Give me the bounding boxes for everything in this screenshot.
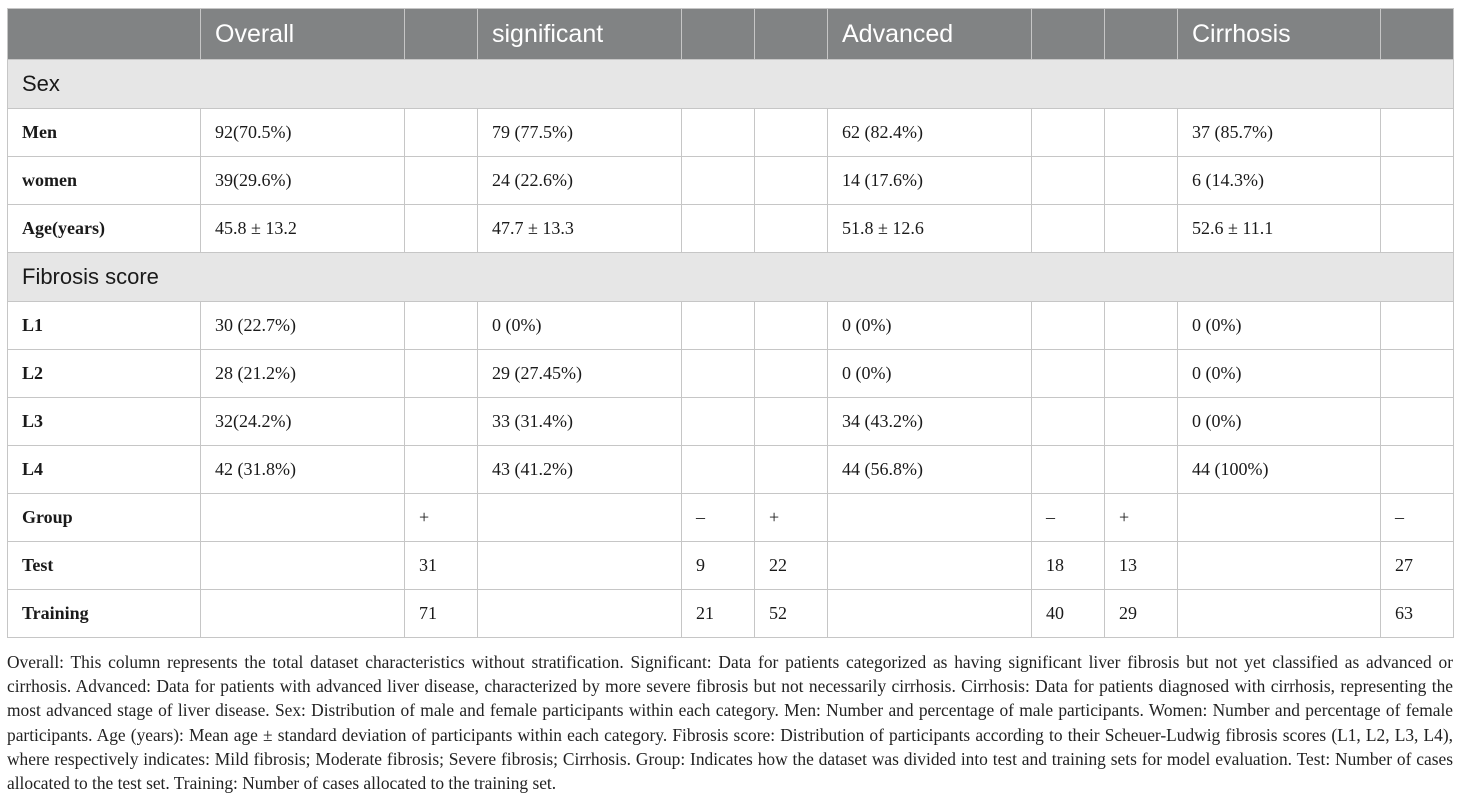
- header-cell: [1381, 9, 1454, 60]
- header-cell: [1032, 9, 1105, 60]
- table-cell: [755, 205, 828, 253]
- table-cell: [1032, 109, 1105, 157]
- header-cell-overall: Overall: [201, 9, 405, 60]
- table-cell: 34 (43.2%): [828, 398, 1032, 446]
- header-cell: [682, 9, 755, 60]
- header-cell-significant: significant: [478, 9, 682, 60]
- table-cell: 47.7 ± 13.3: [478, 205, 682, 253]
- table-cell: 51.8 ± 12.6: [828, 205, 1032, 253]
- table-row: [8, 302, 1454, 350]
- row-label: L3: [8, 398, 201, 446]
- table-cell: [755, 302, 828, 350]
- table-cell: [1381, 446, 1454, 494]
- table-cell: [478, 590, 682, 638]
- table-container: [7, 8, 1453, 638]
- characteristics-table: [7, 8, 1454, 638]
- table-cell: [405, 398, 478, 446]
- row-label: Men: [8, 109, 201, 157]
- row-label: Age(years): [8, 205, 201, 253]
- table-cell: 28 (21.2%): [201, 350, 405, 398]
- table-cell: 30 (22.7%): [201, 302, 405, 350]
- header-cell-advanced: Advanced: [828, 9, 1032, 60]
- header-cell: [405, 9, 478, 60]
- row-label: L1: [8, 302, 201, 350]
- table-cell: 31: [405, 542, 478, 590]
- table-cell: [1105, 157, 1178, 205]
- row-label: Training: [8, 590, 201, 638]
- table-cell: –: [1032, 494, 1105, 542]
- table-row: [8, 157, 1454, 205]
- table-cell: [755, 446, 828, 494]
- table-cell: [1032, 302, 1105, 350]
- table-cell: [201, 542, 405, 590]
- table-cell: [201, 494, 405, 542]
- table-cell: [1032, 157, 1105, 205]
- table-cell: 32(24.2%): [201, 398, 405, 446]
- table-cell: [682, 350, 755, 398]
- table-cell: [1381, 205, 1454, 253]
- header-cell: [8, 9, 201, 60]
- table-cell: 44 (56.8%): [828, 446, 1032, 494]
- table-cell: 33 (31.4%): [478, 398, 682, 446]
- table-cell: [682, 398, 755, 446]
- header-row: [8, 9, 1454, 60]
- table-row: [8, 205, 1454, 253]
- table-cell: [1381, 109, 1454, 157]
- table-cell: [828, 590, 1032, 638]
- table-cell: 39(29.6%): [201, 157, 405, 205]
- table-cell: 22: [755, 542, 828, 590]
- table-cell: 27: [1381, 542, 1454, 590]
- table-cell: 29: [1105, 590, 1178, 638]
- table-cell: +: [1105, 494, 1178, 542]
- table-footnote: Overall: This column represents the total dataset characteristics without stratification. Significant: Data for patients categorized as having significant liver fibrosis but not yet classified as advanced or cirrhosis. Advanced: Data for patients with advanced liver disease, characterized by more severe fibrosis but not necessarily cirrhosis. Cirrhosis: Data for patients diagnosed with cirrhosis, representing the most advanced stage of liver disease. Sex: Distribution of male and female participants within each category. Men: Number and percentage of male participants. Women: Number and percentage of female participants. Age (years): Mean age ± standard deviation of participants within each category. Fibrosis score: Distribution of participants according to their Scheuer-Ludwig fibrosis scores (L1, L2, L3, L4), where respectively indicates: Mild fibrosis; Moderate fibrosis; Severe fibrosis; Cirrhosis. Group: Indicates how the dataset was divided into test and training sets for model evaluation. Test: Number of cases allocated to the test set. Training: Number of cases allocated to the training set.: [7, 652, 1453, 794]
- header-cell-cirrhosis: Cirrhosis: [1178, 9, 1381, 60]
- table-cell: [201, 590, 405, 638]
- table-cell: 0 (0%): [828, 302, 1032, 350]
- section-row: [8, 60, 1454, 109]
- table-cell: [1381, 398, 1454, 446]
- table-cell: 43 (41.2%): [478, 446, 682, 494]
- table-row: [8, 542, 1454, 590]
- table-cell: [682, 302, 755, 350]
- table-row: [8, 350, 1454, 398]
- table-cell: 71: [405, 590, 478, 638]
- table-row: [8, 398, 1454, 446]
- table-cell: 44 (100%): [1178, 446, 1381, 494]
- table-cell: [755, 109, 828, 157]
- table-cell: [1105, 302, 1178, 350]
- table-cell: 63: [1381, 590, 1454, 638]
- header-cell: [1105, 9, 1178, 60]
- table-cell: 92(70.5%): [201, 109, 405, 157]
- table-cell: 0 (0%): [478, 302, 682, 350]
- table-cell: [828, 542, 1032, 590]
- table-cell: [405, 446, 478, 494]
- table-cell: [405, 350, 478, 398]
- table-row: [8, 494, 1454, 542]
- row-label: L4: [8, 446, 201, 494]
- table-cell: +: [405, 494, 478, 542]
- table-cell: [405, 205, 478, 253]
- table-cell: 0 (0%): [1178, 350, 1381, 398]
- table-cell: 29 (27.45%): [478, 350, 682, 398]
- table-cell: 52: [755, 590, 828, 638]
- table-cell: [1105, 446, 1178, 494]
- table-cell: [1032, 446, 1105, 494]
- row-label: Group: [8, 494, 201, 542]
- table-cell: [682, 446, 755, 494]
- table-cell: [405, 109, 478, 157]
- table-cell: 0 (0%): [828, 350, 1032, 398]
- table-cell: 6 (14.3%): [1178, 157, 1381, 205]
- table-cell: +: [755, 494, 828, 542]
- section-title: Sex: [8, 60, 1454, 109]
- section-title: Fibrosis score: [8, 253, 1454, 302]
- table-cell: [1178, 590, 1381, 638]
- table-row: [8, 446, 1454, 494]
- table-cell: [1032, 398, 1105, 446]
- table-cell: 79 (77.5%): [478, 109, 682, 157]
- table-cell: 9: [682, 542, 755, 590]
- table-cell: 0 (0%): [1178, 302, 1381, 350]
- row-label: L2: [8, 350, 201, 398]
- table-cell: 40: [1032, 590, 1105, 638]
- table-cell: 24 (22.6%): [478, 157, 682, 205]
- table-row: [8, 590, 1454, 638]
- table-cell: [682, 205, 755, 253]
- table-cell: –: [1381, 494, 1454, 542]
- section-row: [8, 253, 1454, 302]
- table-cell: [1105, 109, 1178, 157]
- table-cell: [1032, 350, 1105, 398]
- table-cell: 21: [682, 590, 755, 638]
- row-label: Test: [8, 542, 201, 590]
- table-cell: 14 (17.6%): [828, 157, 1032, 205]
- table-cell: –: [682, 494, 755, 542]
- table-cell: 42 (31.8%): [201, 446, 405, 494]
- table-cell: [1381, 157, 1454, 205]
- table-cell: 45.8 ± 13.2: [201, 205, 405, 253]
- table-cell: [682, 157, 755, 205]
- table-cell: [828, 494, 1032, 542]
- row-label: women: [8, 157, 201, 205]
- header-cell: [755, 9, 828, 60]
- table-cell: 37 (85.7%): [1178, 109, 1381, 157]
- table-cell: [755, 398, 828, 446]
- table-cell: [405, 302, 478, 350]
- table-cell: 0 (0%): [1178, 398, 1381, 446]
- table-cell: [1178, 542, 1381, 590]
- table-cell: [1105, 398, 1178, 446]
- table-cell: [755, 157, 828, 205]
- table-cell: [405, 157, 478, 205]
- table-cell: [1381, 350, 1454, 398]
- table-cell: [755, 350, 828, 398]
- table-cell: [682, 109, 755, 157]
- table-cell: 18: [1032, 542, 1105, 590]
- table-cell: 52.6 ± 11.1: [1178, 205, 1381, 253]
- table-cell: [478, 494, 682, 542]
- table-cell: [1381, 302, 1454, 350]
- table-cell: [1178, 494, 1381, 542]
- table-cell: [1105, 205, 1178, 253]
- table-cell: 62 (82.4%): [828, 109, 1032, 157]
- table-cell: 13: [1105, 542, 1178, 590]
- table-cell: [1105, 350, 1178, 398]
- table-cell: [478, 542, 682, 590]
- table-row: [8, 109, 1454, 157]
- table-cell: [1032, 205, 1105, 253]
